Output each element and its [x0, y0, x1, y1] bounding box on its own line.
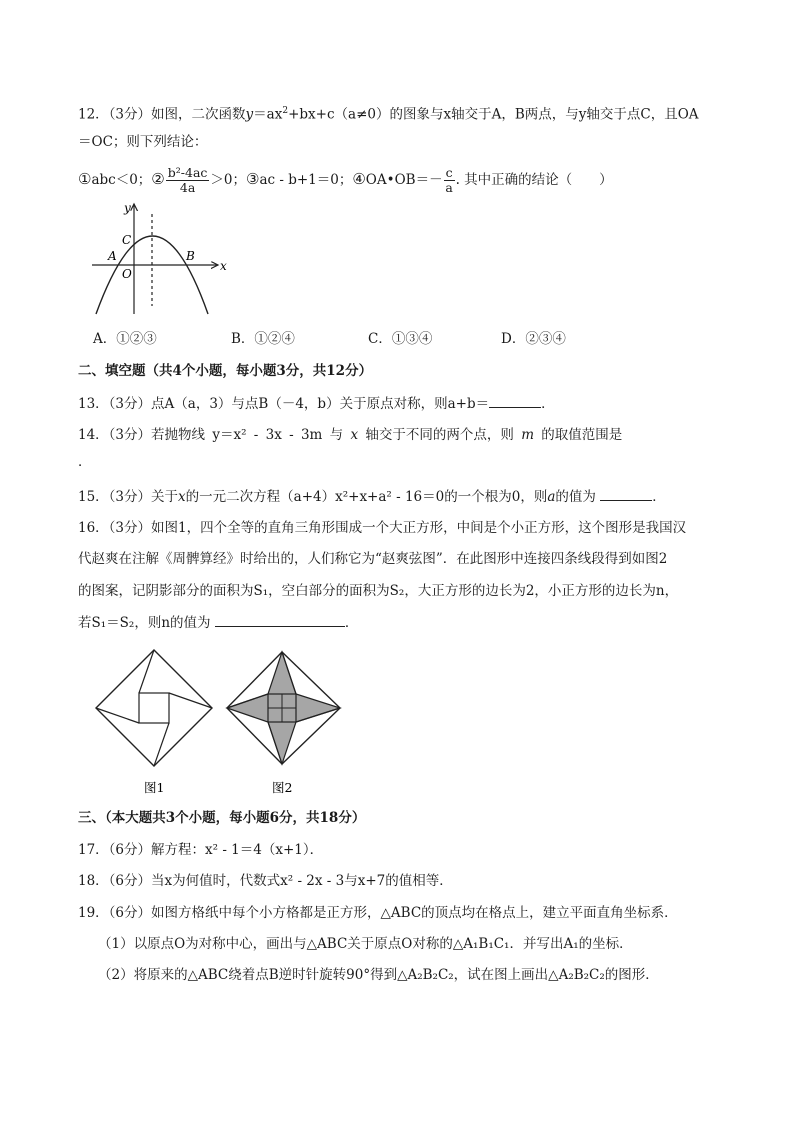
figure-2: [227, 652, 340, 764]
figure-1-caption: 图1: [144, 780, 165, 795]
section-3-heading: 三、（本大题共3个小题，每小题6分，共18分）: [78, 810, 366, 826]
fraction-c-over-a: $\frac{c}{a}$: [445, 165, 453, 195]
q12-line1: 12．（3分）如图，二次函数$y=ax^2+bx+c(a\ne 0)$的图象与x轴交于A，B两点，与y轴交于点C，且OA: [78, 106, 699, 123]
q16-line3: 的图案，记阴影部分的面积为S₁，空白部分的面积为S₂，大正方形的边长为2，小正方形的边长为n，: [78, 583, 679, 599]
label-A: A: [108, 249, 117, 263]
answer-blank: [600, 486, 652, 501]
option-b: B．①②④: [231, 331, 295, 347]
zhao-shuang-figures: [88, 640, 350, 800]
q14: 14．（3分）若抛物线 y＝x² - 3x - 3m 与 x 轴交于不同的两个点，则 m 的取值范围是: [78, 427, 623, 443]
circle-1: ①: [78, 170, 92, 188]
answer-blank: [489, 393, 541, 408]
answer-blank: [215, 612, 345, 627]
q15: 15．（3分）关于x的一元二次方程（a+4）x²+x+a² - 16＝0的一个根为0，则a的值为 ．: [78, 486, 666, 507]
section-2-heading: 二、填空题（共4个小题，每小题3分，共12分）: [78, 363, 373, 379]
figure-2-caption: 图2: [272, 780, 293, 795]
option-c: C．①③④: [368, 331, 433, 347]
circle-4: ④: [352, 170, 366, 188]
q16-line4: 若S₁＝S₂，则n的值为 ．: [78, 612, 358, 633]
label-O: O: [122, 267, 132, 281]
label-x: x: [220, 259, 227, 273]
option-d: D．②③④: [501, 331, 566, 347]
q16-line1: 16．（3分）如图1，四个全等的直角三角形围成一个大正方形，中间是个小正方形，这个图形是我国汉: [78, 520, 687, 536]
q19-line3: （2）将原来的△ABC绕着点B逆时针旋转90°得到△A₂B₂C₂，试在图上画出△A₂B₂C₂的图形．: [98, 967, 659, 983]
option-a: A．①②③: [93, 331, 157, 347]
q12-line2: ＝OC；则下列结论：: [78, 134, 208, 150]
parabola-graph: [88, 198, 230, 316]
fraction-discriminant: $\frac{\text{b²-4ac}}{4a}$: [167, 165, 208, 195]
label-C: C: [122, 233, 132, 247]
q18: 18．（6分）当x为何值时，代数式x² - 2x - 3与x+7的值相等．: [78, 873, 453, 889]
circle-3: ③: [246, 170, 260, 188]
figure-1: [96, 650, 212, 766]
q17: 17．（6分）解方程：x² - 1＝4（x+1）．: [78, 842, 324, 858]
circle-2: ②: [151, 170, 165, 188]
q13: 13．（3分）点A（a，3）与点B（－4，b）关于原点对称，则a+b＝ ．: [78, 393, 555, 414]
q16-line2: 代赵爽在注解《周髀算经》时给出的，人们称它为“赵爽弦图”．在此图形中连接四条线段得到如图2: [78, 551, 668, 567]
q19-line2: （1）以原点O为对称中心，画出与△ABC关于原点O对称的△A₁B₁C₁．并写出A₁的坐标．: [98, 936, 633, 952]
label-y: y: [124, 201, 131, 215]
q14-end: ．: [78, 454, 92, 470]
label-B: B: [186, 249, 195, 263]
q12-conclusions: ①abc＜0；② $\frac{\text{b²-4ac}}{4a}$ ＞0；③ac - b+1＝0；④OA•OB＝－ $\frac{c}{a}$ . 其中正确的结论（ ）: [78, 165, 613, 195]
q19-line1: 19．（6分）如图方格纸中每个小方格都是正方形，△ABC的顶点均在格点上，建立平面直角坐标系．: [78, 905, 678, 921]
